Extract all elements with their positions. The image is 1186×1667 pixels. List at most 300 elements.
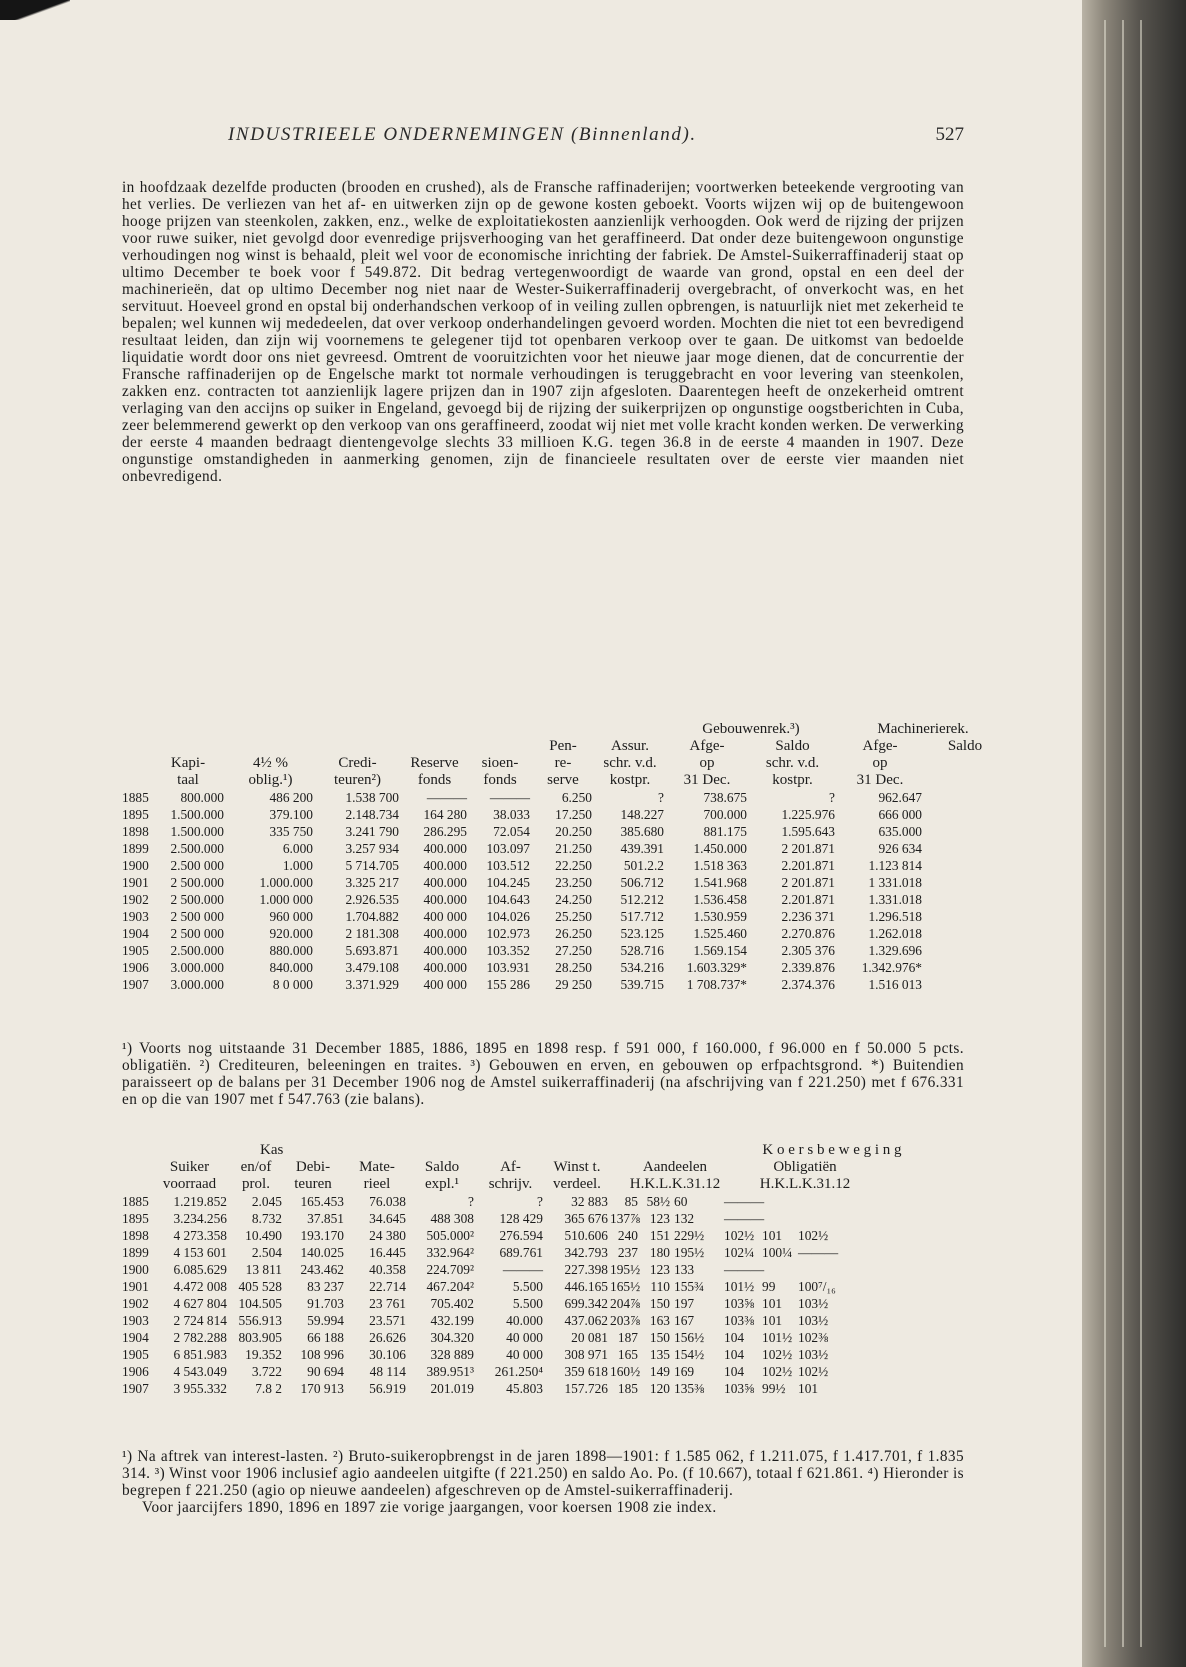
table-cell: 167	[674, 1313, 695, 1328]
table-cell: 100⁷/₁₆	[798, 1279, 836, 1294]
table-cell: 135	[649, 1347, 670, 1362]
table-cell: 2.201.871	[781, 892, 835, 907]
table-header-row	[122, 1142, 964, 1159]
column-header: H.K.L.K.31.12	[629, 1176, 721, 1192]
year-cell: 1901	[122, 875, 149, 890]
table-cell: 108 996	[300, 1347, 344, 1362]
column-header: fonds	[483, 772, 517, 788]
table-cell: 58½	[646, 1194, 670, 1209]
year-cell: 1903	[122, 1313, 149, 1328]
table-cell: 400.000	[423, 943, 467, 958]
table-cell: 6.085.629	[173, 1262, 227, 1277]
table-cell: 1.331.018	[868, 892, 922, 907]
column-header: serve	[547, 772, 579, 788]
column-header: Kapi-	[170, 755, 206, 771]
table-cell: 135⅜	[674, 1381, 705, 1396]
table-cell: 100¼	[762, 1245, 793, 1260]
year-cell: 1907	[122, 977, 149, 992]
column-header: 4½ %	[253, 755, 288, 771]
table-cell: 38.033	[493, 807, 530, 822]
table-cell: 3.479.108	[345, 960, 399, 975]
table-cell: 400.000	[423, 858, 467, 873]
footnote-text: ¹) Na aftrek van interest-lasten. ²) Bruto-suikeropbrengst in de jaren 1898—1901: f 1.585 062, f 1.211.075, f 1.417.701, f 1.835 314. ³) Winst voor 1906 inclusief agio aandeelen uitgifte (f 221.250) en saldo Ao. Po. (f 10.667), totaal f 621.861. ⁴) Hieronder is begrepen f 221.250 (agio op nieuwe aandeelen) afgeschreven op de Amstel-suikerraffinaderij.	[122, 1448, 964, 1499]
table-cell: ———	[426, 790, 467, 805]
table-cell: 26.626	[369, 1330, 406, 1345]
column-header: op	[872, 755, 888, 771]
table-cell: 102½	[798, 1364, 829, 1379]
table-cell: 2 500.000	[170, 892, 224, 907]
year-cell: 1900	[122, 858, 149, 873]
table-cell: 101	[762, 1296, 783, 1311]
table-cell: 103.352	[486, 943, 530, 958]
table-cell: 501.2.2	[623, 858, 664, 873]
column-header: Mate-	[359, 1159, 395, 1175]
table-cell: 160½	[610, 1364, 641, 1379]
table-cell: 2 201.871	[781, 841, 835, 856]
table-row	[122, 959, 964, 976]
table-cell: 91.703	[307, 1296, 344, 1311]
table-cell: 21.250	[555, 841, 592, 856]
year-cell: 1895	[122, 807, 149, 822]
column-header: 31 Dec.	[683, 772, 731, 788]
table-cell: 3.325 217	[345, 875, 399, 890]
table-cell: 29 250	[555, 977, 592, 992]
table-cell: 8.732	[251, 1211, 282, 1226]
table-cell: 1.296.518	[868, 909, 922, 924]
table-header-row	[122, 738, 983, 755]
table-cell: 2 724 814	[173, 1313, 227, 1328]
column-header: expl.¹	[424, 1176, 460, 1192]
table-cell: 155 286	[486, 977, 530, 992]
table-cell: 840.000	[269, 960, 313, 975]
column-header: en/of	[240, 1159, 272, 1175]
table-row	[122, 925, 964, 942]
table-cell: 6.250	[561, 790, 592, 805]
table-cell: 48 114	[369, 1364, 406, 1379]
table-cell: 40 000	[506, 1330, 543, 1345]
table-cell: 488 308	[430, 1211, 474, 1226]
table-cell: 104	[724, 1364, 745, 1379]
table-cell: 165½	[610, 1279, 641, 1294]
table-cell: 10.490	[245, 1228, 282, 1243]
column-header: Kas	[260, 1142, 284, 1158]
table-cell: 56.919	[369, 1381, 406, 1396]
table-cell: 2 500 000	[170, 926, 224, 941]
table-cell: 1.329.696	[868, 943, 922, 958]
table-cell: 28.250	[555, 960, 592, 975]
year-cell: 1898	[122, 824, 149, 839]
table-cell: 8 0 000	[272, 977, 313, 992]
table-cell: 1.262.018	[868, 926, 922, 941]
table-cell: 1.530.959	[693, 909, 747, 924]
column-header: Assur.	[611, 738, 649, 754]
column-header: re-	[554, 755, 572, 771]
column-header: Reserve	[410, 755, 459, 771]
table-cell: 101½	[724, 1279, 755, 1294]
table-cell: 104	[724, 1330, 745, 1345]
table-cell: 83 237	[307, 1279, 344, 1294]
book-spine-edge	[1082, 0, 1186, 1667]
year-cell: 1885	[122, 790, 149, 805]
table-cell: 1.219.852	[173, 1194, 227, 1209]
table-cell: 164 280	[423, 807, 467, 822]
table-cell: 110	[650, 1279, 670, 1294]
table-cell: 2.374.376	[781, 977, 835, 992]
column-header: Obligatiën	[773, 1159, 837, 1175]
table-cell: 286.295	[423, 824, 467, 839]
table-cell: 4 273.358	[173, 1228, 227, 1243]
table-cell: 926 634	[878, 841, 922, 856]
body-paragraph-text: in hoofdzaak dezelfde producten (brooden en crushed), als de Fransche raffinaderijen; voortwerken beteekende vergrooting van het verlies. De verliezen van het af- en uitwerken zijn op de gewone kosten geboekt. Voorts wijzen wij op de buitengewoon hooge prijzen van steenkolen, zakken, enz., welke de exploitatiekosten aanzienlijk verhoogden. Ook werd de rijzing der prijzen voor ruwe suiker, niet gevolgd door evenredige prijsverhooging van het geraffineerd. Dat onder deze buitengewoon ongunstige verhoudingen nog winst is behaald, pleit wel voor de economische inrichting der fabriek. De Amstel-Suikerraffinaderij staat op ultimo December te boek voor f 549.872. Dit bedrag vertegenwoordigt de waarde van grond, opstal en een deel der machinerieën, dat op ultimo December nog niet naar de Wester-Suikerraffinaderij overgebracht, of onverkocht was, en het servituut. Hoeveel grond en opstal bij onderhandschen verkoop of in veiling zullen opbrengen, is natuurlijk niet met zekerheid te bepalen; wel kunnen wij mededeelen, dat over verkoop onderhandelingen gevoerd worden. Mochten die niet tot een bevredigend resultaat leiden, dan zijn wij voornemens te gelegener tijd tot openbaren verkoop over te gaan. De uitkomst van bedoelde liquidatie wordt door ons niet gevreesd. Omtrent de vooruitzichten voor het nieuwe jaar moge dienen, dat de concurrentie der Fransche raffinaderijen op de Engelsche markt tot normale verhoudingen is teruggebracht en voor levering van steenkolen, zakken enz. contracten tot aanzienlijk lagere prijzen dan in 1907 zijn afgesloten. Daarentegen heeft de onzekerheid omtrent verlaging van den accijns op suiker in Engeland, gevoegd bij de rijzing der suikerprijzen op ongunstige oogstberichten in Cuba, zeer belemmerend gewerkt op den verkoop van ons geraffineerd, zoodat wij niet met volle kracht konden werken. De verwerking der eerste 4 maanden bedraagt dientengevolge slechts 33 millioen K.G. tegen 36.8 in de eerste 4 maanden in 1907. Deze ongunstige omstandigheden in aanmerking genomen, zijn de financieele resultaten over de eerste vier maanden niet onbevredigend.	[122, 179, 964, 485]
table-cell: 2 500 000	[170, 909, 224, 924]
table-header-row	[122, 721, 969, 738]
table-cell: 405 528	[238, 1279, 282, 1294]
table-cell: 103½	[798, 1296, 829, 1311]
table-cell: 2.148.734	[345, 807, 399, 822]
table-row	[122, 789, 964, 806]
running-header-title: INDUSTRIEELE ONDERNEMINGEN (Binnenland).	[228, 124, 697, 145]
table-cell: 2.201.871	[781, 858, 835, 873]
column-header: Suiker	[169, 1159, 210, 1175]
index-reference-note: Voor jaarcijfers 1890, 1896 en 1897 zie vorige jaargangen, voor koersen 1908 zie index.	[142, 1499, 717, 1516]
table-cell: ?	[468, 1194, 474, 1209]
table-cell: 332.964²	[426, 1245, 474, 1260]
column-group-header: Gebouwenrek.³)	[702, 721, 800, 737]
table-row	[122, 1380, 964, 1397]
table-cell: 60	[674, 1194, 688, 1209]
column-header: Saldo	[775, 738, 810, 754]
table-cell: 17.250	[555, 807, 592, 822]
table-cell: 243.462	[300, 1262, 344, 1277]
table-cell: 738.675	[703, 790, 747, 805]
table-cell: 5.693.871	[345, 943, 399, 958]
table-cell: 1.536.458	[693, 892, 747, 907]
table-cell: ?	[537, 1194, 543, 1209]
table-cell: 170 913	[300, 1381, 344, 1396]
year-cell: 1899	[122, 1245, 149, 1260]
footnotes-table-2	[122, 1448, 964, 1516]
table-cell: 154½	[674, 1347, 705, 1362]
table-cell: 169	[674, 1364, 695, 1379]
table-cell: 276.594	[499, 1228, 543, 1243]
table-cell: 72.054	[493, 824, 530, 839]
table-row	[122, 891, 964, 908]
table-cell: 102½	[762, 1364, 793, 1379]
table-cell: ———	[724, 1194, 765, 1209]
table-cell: 101	[762, 1313, 783, 1328]
table-cell: 187	[617, 1330, 638, 1345]
running-header	[122, 124, 964, 152]
table-cell: 2.926.535	[345, 892, 399, 907]
table-cell: 467.204²	[426, 1279, 474, 1294]
year-cell: 1899	[122, 841, 149, 856]
table-cell: 1 331.018	[868, 875, 922, 890]
table-cell: 16.445	[369, 1245, 406, 1260]
table-cell: 40.000	[506, 1313, 543, 1328]
column-header: sioen-	[481, 755, 519, 771]
table-cell: 962.647	[878, 790, 922, 805]
column-header: Af-	[500, 1159, 521, 1175]
table-cell: 517.712	[620, 909, 664, 924]
table-cell: 229½	[674, 1228, 705, 1243]
table-cell: 128 429	[499, 1211, 543, 1226]
table-cell: 2.236 371	[781, 909, 835, 924]
year-cell: 1885	[122, 1194, 149, 1209]
table-cell: 3.000.000	[170, 960, 224, 975]
table-cell: 237	[617, 1245, 638, 1260]
table-cell: 512.212	[620, 892, 664, 907]
column-header: Debi-	[295, 1159, 331, 1175]
table-cell: 104.643	[486, 892, 530, 907]
table-cell: 59.994	[307, 1313, 344, 1328]
table-cell: 510.606	[564, 1228, 608, 1243]
table-cell: 328 889	[430, 1347, 474, 1362]
table-cell: 102¼	[724, 1245, 755, 1260]
year-cell: 1904	[122, 926, 149, 941]
table-row	[122, 1210, 964, 1227]
table-header-row	[122, 772, 964, 789]
table-cell: 432.199	[430, 1313, 474, 1328]
table-cell: 150	[649, 1296, 670, 1311]
table-row	[122, 857, 964, 874]
table-cell: 85	[624, 1194, 638, 1209]
table-cell: 556.913	[238, 1313, 282, 1328]
table-cell: 803.905	[238, 1330, 282, 1345]
column-header: voorraad	[162, 1176, 217, 1192]
table-cell: 539.715	[620, 977, 664, 992]
table-cell: 1.569.154	[693, 943, 747, 958]
table-cell: 22.714	[369, 1279, 406, 1294]
table-cell: 203⅞	[610, 1313, 641, 1328]
table-cell: 800.000	[180, 790, 224, 805]
table-cell: 22.250	[555, 858, 592, 873]
table-cell: 103½	[798, 1313, 829, 1328]
table-cell: ?	[829, 790, 835, 805]
table-cell: 4 627 804	[173, 1296, 227, 1311]
table-cell: 920.000	[269, 926, 313, 941]
table-cell: 25.250	[555, 909, 592, 924]
table-cell: 102½	[762, 1347, 793, 1362]
table-cell: 155¾	[674, 1279, 705, 1294]
table-cell: 437.062	[564, 1313, 608, 1328]
table-cell: 34.645	[369, 1211, 406, 1226]
table-cell: 20 081	[571, 1330, 608, 1345]
table-cell: 2 782.288	[173, 1330, 227, 1345]
table-row	[122, 908, 964, 925]
footnotes-table-1: ¹) Voorts nog uitstaande 31 December 1885, 1886, 1895 en 1898 resp. f 591 000, f 160.000, f 96.000 en f 50.000 5 pcts. obligatiën. ²) Crediteuren, beleeningen en traites. ³) Gebouwen en erven, en gebouwen op erfpachtsgrond. *) Buitendien paraisseert op de balans per 31 December 1906 nog de Amstel suikerraffinaderij (na afschrijving van f 221.250) met f 676.331 en op die van 1907 met f 547.763 (zie balans).	[122, 1040, 964, 1108]
column-header: Saldo	[424, 1159, 460, 1175]
table-cell: ———	[489, 790, 530, 805]
table-cell: 1.525.460	[693, 926, 747, 941]
table-row	[122, 1278, 964, 1295]
table-cell: 133	[674, 1262, 695, 1277]
table-cell: 3 955.332	[173, 1381, 227, 1396]
year-cell: 1895	[122, 1211, 149, 1226]
column-header: schrijv.	[488, 1176, 533, 1192]
table-cell: 90 694	[307, 1364, 344, 1379]
table-cell: ———	[502, 1262, 543, 1277]
table-cell: 4.472 008	[173, 1279, 227, 1294]
table-cell: 197	[674, 1296, 695, 1311]
table-cell: 180	[649, 1245, 670, 1260]
year-cell: 1903	[122, 909, 149, 924]
table-cell: 6 851.983	[173, 1347, 227, 1362]
table-cell: 227.398	[564, 1262, 608, 1277]
column-header: Aandeelen	[642, 1159, 708, 1175]
column-header: Afge-	[862, 738, 898, 754]
table-cell: 1.450.000	[693, 841, 747, 856]
table-row	[122, 1193, 964, 1210]
table-cell: 528.716	[620, 943, 664, 958]
table-cell: 705.402	[430, 1296, 474, 1311]
column-header: oblig.¹)	[248, 772, 293, 788]
table-cell: 1.000	[282, 858, 313, 873]
table-cell: 1.000.000	[259, 875, 313, 890]
table-cell: 195½	[674, 1245, 705, 1260]
column-header: kostpr.	[609, 772, 651, 788]
table-cell: 400.000	[423, 875, 467, 890]
table-cell: 4 543.049	[173, 1364, 227, 1379]
year-cell: 1906	[122, 960, 149, 975]
table-cell: 5.500	[512, 1296, 543, 1311]
table-cell: 379.100	[269, 807, 313, 822]
table-cell: 20.250	[555, 824, 592, 839]
table-cell: 400.000	[423, 926, 467, 941]
column-group-header: Machinerierek.	[877, 721, 969, 737]
column-header: Winst t.	[553, 1159, 601, 1175]
column-header: prol.	[242, 1176, 270, 1192]
table-cell: 157.726	[564, 1381, 608, 1396]
table-cell: 486 200	[269, 790, 313, 805]
table-cell: 2.305 376	[781, 943, 835, 958]
table-cell: 163	[649, 1313, 670, 1328]
table-cell: 2.500.000	[170, 943, 224, 958]
table-cell: 1.342.976*	[861, 960, 922, 975]
table-cell: 103⅝	[724, 1296, 755, 1311]
table-cell: 123	[649, 1211, 670, 1226]
table-cell: 400 000	[423, 909, 467, 924]
column-header: schr. v.d.	[765, 755, 820, 771]
table-cell: 960 000	[269, 909, 313, 924]
table-cell: 2.270.876	[781, 926, 835, 941]
table-cell: 389.951³	[426, 1364, 474, 1379]
table-cell: 699.342	[564, 1296, 608, 1311]
table-cell: 40 000	[506, 1347, 543, 1362]
table-cell: 240	[617, 1228, 638, 1243]
table-row	[122, 1363, 964, 1380]
table-cell: 3.722	[251, 1364, 282, 1379]
table-cell: 2 500.000	[170, 875, 224, 890]
table-cell: 2.045	[251, 1194, 282, 1209]
table-cell: 132	[674, 1211, 695, 1226]
year-cell: 1898	[122, 1228, 149, 1243]
table-cell: 1.704.882	[345, 909, 399, 924]
table-cell: 6.000	[282, 841, 313, 856]
column-header: taal	[177, 772, 199, 788]
table-cell: 1 708.737*	[686, 977, 747, 992]
table-cell: 1.000 000	[259, 892, 313, 907]
table-cell: 304.320	[430, 1330, 474, 1345]
table-cell: 365 676	[564, 1211, 608, 1226]
table-cell: 3.234.256	[173, 1211, 227, 1226]
table-row	[122, 1329, 964, 1346]
table-cell: 101	[762, 1228, 783, 1243]
table-cell: 99	[762, 1279, 776, 1294]
column-header: Pen-	[549, 738, 577, 754]
table-cell: 1.518 363	[693, 858, 747, 873]
table-cell: 224.709²	[426, 1262, 474, 1277]
table-cell: 261.250⁴	[494, 1364, 543, 1379]
table-cell: 151	[649, 1228, 670, 1243]
table-cell: 137⅞	[610, 1211, 641, 1226]
year-cell: 1906	[122, 1364, 149, 1379]
column-header: teuren	[294, 1176, 332, 1192]
table-cell: 103½	[798, 1347, 829, 1362]
table-cell: 40.358	[369, 1262, 406, 1277]
table-cell: 103.512	[486, 858, 530, 873]
table-cell: 400 000	[423, 977, 467, 992]
table-cell: 195½	[610, 1262, 641, 1277]
table-row	[122, 976, 964, 993]
table-cell: 7.8 2	[255, 1381, 282, 1396]
table-row	[122, 1244, 964, 1261]
table-cell: 1.603.329*	[686, 960, 747, 975]
table-cell: 439.391	[620, 841, 664, 856]
table-row	[122, 840, 964, 857]
table-cell: 3.241 790	[345, 824, 399, 839]
table-cell: 2.500.000	[170, 841, 224, 856]
table-cell: 30.106	[369, 1347, 406, 1362]
table-cell: 104.505	[238, 1296, 282, 1311]
table-cell: 400.000	[423, 892, 467, 907]
year-cell: 1900	[122, 1262, 149, 1277]
table-cell: 23.250	[555, 875, 592, 890]
table-cell: 880.000	[269, 943, 313, 958]
table-cell: 400.000	[423, 841, 467, 856]
year-cell: 1902	[122, 892, 149, 907]
table-header-row	[122, 1159, 964, 1176]
table-cell: 24 380	[369, 1228, 406, 1243]
table-header-row	[122, 1176, 964, 1193]
table-cell: 103.097	[486, 841, 530, 856]
table-cell: 165	[617, 1347, 638, 1362]
table-cell: 3.257 934	[345, 841, 399, 856]
column-header: 31 Dec.	[856, 772, 904, 788]
column-group-header: K o e r s b e w e g i n g	[762, 1142, 902, 1158]
table-cell: 2.504	[251, 1245, 282, 1260]
table-cell: 103⅝	[724, 1381, 755, 1396]
table-row	[122, 1261, 964, 1278]
table-cell: 103.931	[486, 960, 530, 975]
table-cell: 19.352	[245, 1347, 282, 1362]
table-cell: 881.175	[703, 824, 747, 839]
table-row	[122, 874, 964, 891]
table-cell: 335 750	[269, 824, 313, 839]
table-cell: 99½	[762, 1381, 786, 1396]
table-cell: ———	[724, 1262, 765, 1277]
page-number: 527	[935, 124, 964, 145]
table-cell: 3.000.000	[170, 977, 224, 992]
table-cell: 2.339.876	[781, 960, 835, 975]
table-cell: 2 201.871	[781, 875, 835, 890]
table-cell: 308 971	[564, 1347, 608, 1362]
table-cell: 1.541.968	[693, 875, 747, 890]
table-cell: 149	[649, 1364, 670, 1379]
financial-table-1	[122, 721, 983, 993]
table-cell: 32 883	[571, 1194, 608, 1209]
table-cell: 102.973	[486, 926, 530, 941]
column-header: H.K.L.K.31.12	[759, 1176, 851, 1192]
